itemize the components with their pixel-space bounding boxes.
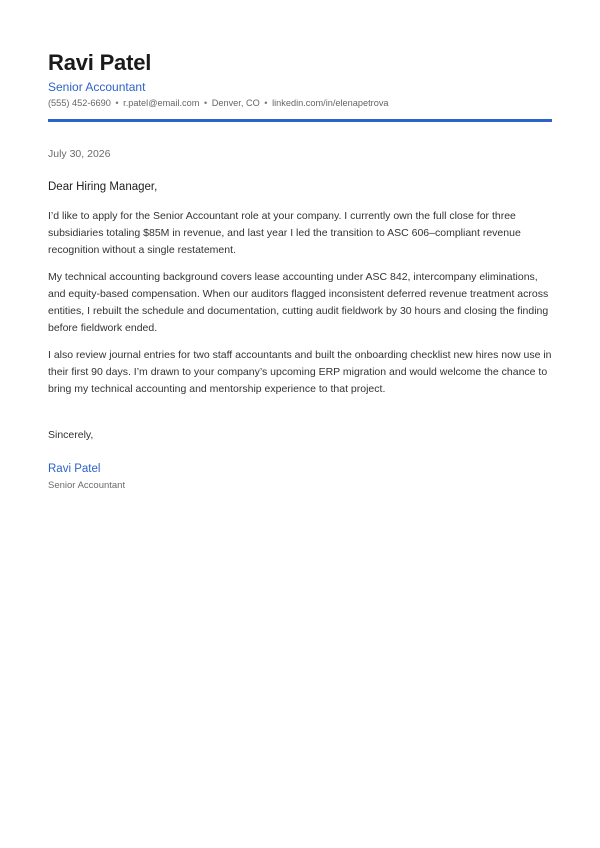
contact-linkedin: linkedin.com/in/elenapetrova	[272, 98, 389, 108]
letter-salutation: Dear Hiring Manager,	[48, 181, 158, 193]
contact-separator: •	[115, 98, 119, 108]
contact-email: r.patel@email.com	[123, 98, 200, 108]
applicant-role: Senior Accountant	[48, 80, 146, 94]
body-paragraph: I also review journal entries for two staff accountants and built the onboarding checklist new hires now use in their first 90 days. I’m drawn to your company’s upcoming ERP migration and would welcome the chance to bring my technical accounting and mentorship experience to that project.	[48, 349, 552, 395]
contact-location: Denver, CO	[211, 98, 260, 108]
letter-closing: Sincerely,	[48, 429, 94, 441]
signature-name: Ravi Patel	[48, 463, 101, 475]
header-divider	[48, 119, 552, 122]
body-paragraph: My technical accounting background covers lease accounting under ASC 842, intercompany eliminations, and equity-based compensation. When our auditors flagged inconsistent deferred revenue treatment across entities, I rebuilt the schedule and documentation, cutting audit fieldwork by 30 hours and closing the finding before fieldwork ended.	[48, 271, 549, 334]
contact-separator: •	[203, 98, 208, 108]
letter-date: July 30, 2026	[48, 148, 111, 160]
contact-phone: (555) 452-6690	[48, 98, 111, 108]
applicant-name: Ravi Patel	[48, 50, 152, 75]
signature-title: Senior Accountant	[48, 480, 126, 491]
contact-separator: •	[264, 98, 268, 108]
contact-line	[48, 98, 389, 108]
letter-body	[48, 208, 552, 408]
body-paragraph: I’d like to apply for the Senior Accountant role at your company. I currently own the full close for three subsidiaries totaling $85M in revenue, and last year I led the transition to ASC 606–compliant revenue recognition without a single restatement.	[48, 210, 521, 256]
